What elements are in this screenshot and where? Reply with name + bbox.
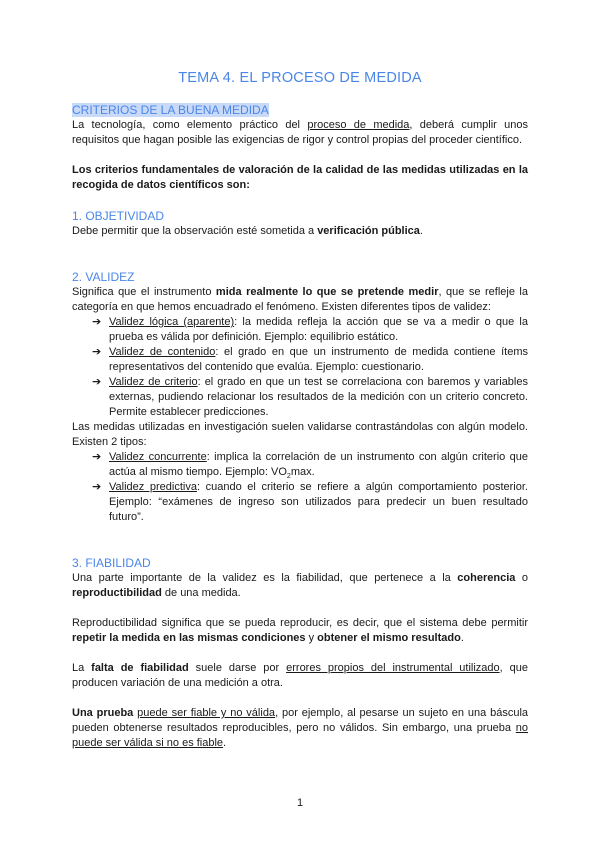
criteria-intro <box>72 163 528 193</box>
underlined-text: puede ser fiable y no válida <box>137 707 276 719</box>
bold-text: mida realmente lo que se pretende medir <box>215 286 439 298</box>
arrow-icon: ➔ <box>92 316 102 328</box>
text: , que producen variación de una medición a otra. <box>72 662 528 689</box>
text: , por ejemplo, al pesarse un sujeto en una báscula pueden obtenerse resultados reproducibles, pero no válidos. Sin embargo, una prueba <box>72 707 529 734</box>
arrow-icon: ➔ <box>92 451 102 463</box>
text: La tecnología, como elemento práctico del <box>72 119 308 131</box>
bold-text: repetir la medida en las mismas condiciones <box>72 632 306 644</box>
section-heading-validez: 2. VALIDEZ <box>72 270 135 284</box>
bold-text: reproductibilidad <box>72 587 162 599</box>
validacion-paragraph: Las medidas utilizadas en investigación suelen validarse contrastándolas con algún modelo. Existen 2 tipos: <box>72 421 528 448</box>
bold-text: coherencia <box>457 572 516 584</box>
validacion-types-list <box>72 450 528 525</box>
section-heading-fiabilidad: 3. FIABILIDAD <box>72 556 151 570</box>
text: suele darse por <box>188 662 287 674</box>
underlined-text: proceso de medida <box>307 119 410 131</box>
document-body <box>72 102 528 751</box>
text: La <box>72 662 92 674</box>
text: : el grado en que un test se correlaciona con baremos y variables externas, pudiendo relacionar los resultados de la medición con un criterio concreto. Permite establecer predicciones. <box>109 376 528 418</box>
text: , que se refleje la categoría en que hemos encuadrado el fenómeno. Existen diferentes tipos de validez: <box>72 286 528 313</box>
fiabilidad-paragraph-1 <box>72 571 528 601</box>
text: . <box>460 632 464 644</box>
page-title: TEMA 4. EL PROCESO DE MEDIDA <box>178 70 422 86</box>
intro-paragraph <box>72 118 528 148</box>
underlined-text: errores propios del instrumental utilizado <box>286 662 500 674</box>
arrow-icon: ➔ <box>92 481 102 493</box>
subscript: 2 <box>286 473 291 481</box>
list-item <box>92 480 528 525</box>
underlined-text: Validez predictiva <box>109 481 197 493</box>
text: . <box>223 737 227 749</box>
underlined-text: Validez lógica (aparente) <box>109 316 235 328</box>
underlined-text: Validez de criterio <box>109 376 198 388</box>
text: Debe permitir que la observación esté sometida a <box>72 225 318 237</box>
validez-types-list <box>72 315 528 420</box>
text: . <box>419 225 423 237</box>
fiabilidad-paragraph-3 <box>72 661 528 691</box>
list-item <box>92 450 528 480</box>
section-heading-objetividad: 1. OBJETIVIDAD <box>72 209 165 223</box>
text: o <box>515 572 528 584</box>
list-item <box>92 375 528 420</box>
bold-text: falta de fiabilidad <box>91 662 189 674</box>
bold-text: Los criterios fundamentales de valoración de la calidad de las medidas utilizadas en la recogida de datos científicos son: <box>72 164 528 191</box>
fiabilidad-paragraph-2 <box>72 616 528 646</box>
text: Significa que el instrumento <box>72 286 216 298</box>
list-item <box>92 315 528 345</box>
text: : implica la correlación de un instrumento con algún criterio que actúa al mismo tiempo. Ejemplo: VO <box>109 451 528 478</box>
text: Una parte importante de la validez es la fiabilidad, que pertenece a la <box>72 572 458 584</box>
text: y <box>305 632 318 644</box>
underlined-text: Validez de contenido <box>109 346 216 358</box>
section-heading-criterios <box>72 102 528 118</box>
bold-text: verificación pública <box>317 225 420 237</box>
arrow-icon: ➔ <box>92 346 102 358</box>
validez-paragraph <box>72 285 528 315</box>
text: de una medida. <box>161 587 241 599</box>
highlighted-heading: CRITERIOS DE LA BUENA MEDIDA <box>72 103 269 117</box>
text: , deberá cumplir unos requisitos que hagan posible las exigencias de rigor y control propias del proceder científico. <box>72 119 528 146</box>
text: max. <box>290 466 315 478</box>
underlined-text: Validez concurrente <box>109 451 207 463</box>
text: Reproductibilidad significa que se pueda reproducir, es decir, que el sistema debe permitir <box>72 617 528 629</box>
bold-text: Una prueba <box>72 707 134 719</box>
text: : cuando el criterio se refiere a algún comportamiento posterior. Ejemplo: “exámenes de ingreso son utilizados para predecir un buen resultado futuro”. <box>109 481 528 523</box>
page-number: 1 <box>296 797 304 809</box>
fiabilidad-paragraph-4 <box>72 706 528 751</box>
arrow-icon: ➔ <box>92 376 102 388</box>
text: : la medida refleja la acción que se va a medir o que la prueba es válida por definición. Ejemplo: equilibrio estático. <box>109 316 528 343</box>
text: : el grado en que un instrumento de medida contiene ítems representativos del contenido que evalúa. Ejemplo: cuestionario. <box>109 346 528 373</box>
objetividad-paragraph <box>72 224 528 239</box>
underlined-text: no puede ser válida si no es fiable <box>72 722 528 749</box>
bold-text: obtener el mismo resultado <box>317 632 461 644</box>
list-item <box>92 345 528 375</box>
